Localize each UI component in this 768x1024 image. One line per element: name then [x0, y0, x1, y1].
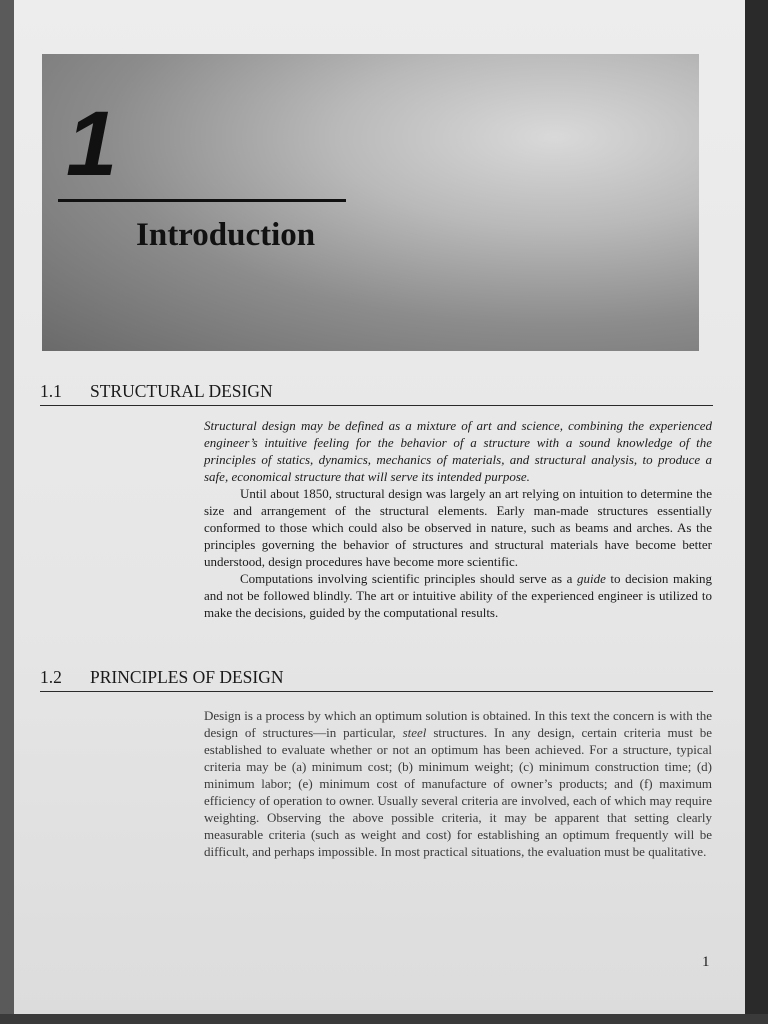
- chapter-number: 1: [66, 93, 118, 195]
- emphasis-text: steel: [402, 725, 427, 740]
- chapter-banner: [42, 54, 699, 351]
- chapter-title: Introduction: [136, 217, 316, 253]
- chapter-rule: [58, 199, 346, 202]
- section-rule: [40, 691, 713, 692]
- section-title: STRUCTURAL DESIGN: [90, 381, 273, 401]
- section-body-structural-design: [204, 417, 712, 621]
- book-page: [14, 0, 745, 1024]
- page-number: 1: [702, 954, 710, 970]
- scan-edge-bottom: [0, 1014, 768, 1024]
- body-paragraph: Design is a process by which an optimum solution is obtained. In this text the concern is with the design of structures—in particular, steel structures. In any design, certain criteria must be established to evaluate whether or not an optimum has been achieved. For a structure, typical criteria may be (a) minimum cost; (b) minimum weight; (c) minimum construction time; (d) minimum labor; (e) minimum cost of manufacture of owner’s products; and (f) maximum efficiency of operation to owner. Usually several criteria are involved, each of which may require weighting. Observing the above possible criteria, it may be apparent that setting clearly measurable criteria (such as weight and cost) for establishing an optimum frequently will be difficult, and perhaps impossible. In most practical situations, the evaluation must be qualitative.: [204, 708, 712, 859]
- body-paragraph: Until about 1850, structural design was largely an art relying on intuition to determine the size and arrangement of the structural elements. Early man-made structures essentially conformed to those which could also be observed in nature, such as beams and arches. As the principles governing the behavior of structures and structural materials have become better understood, design procedures have become more scientific.: [204, 486, 712, 569]
- scan-edge-right: [745, 0, 768, 1024]
- definition-paragraph: Structural design may be defined as a mixture of art and science, combining the experienced engineer’s intuitive feeling for the behavior of a structure with a sound knowledge of the principles of statics, dynamics, mechanics of materials, and structural analysis, to produce a safe, economical structure that will serve its intended purpose.: [204, 418, 712, 484]
- section-number: 1.2: [40, 667, 62, 687]
- body-paragraph: Computations involving scientific principles should serve as a guide to decision making and not be followed blindly. The art or intuitive ability of the experienced engineer is utilized to make the decisions, guided by the computational results.: [204, 571, 713, 620]
- section-body-principles-of-design: [204, 707, 712, 860]
- emphasis-text: guide: [576, 571, 606, 586]
- section-title: PRINCIPLES OF DESIGN: [90, 667, 284, 687]
- section-rule: [40, 405, 713, 406]
- section-number: 1.1: [40, 381, 62, 401]
